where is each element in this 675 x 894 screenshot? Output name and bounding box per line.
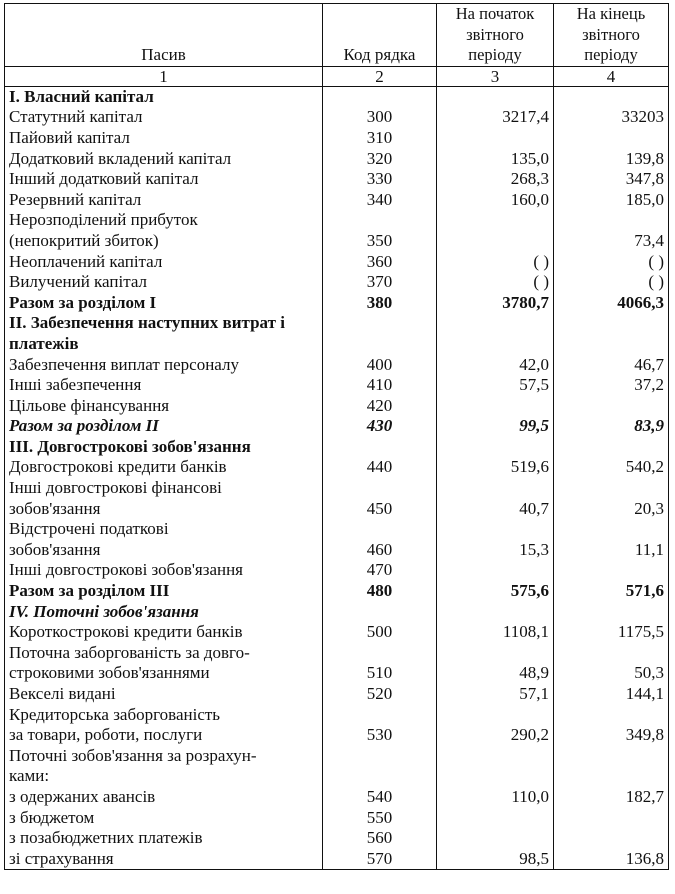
row-label: Векселі видані [5, 684, 323, 705]
row-value-start [437, 231, 554, 252]
row-value-start [437, 602, 554, 623]
column-number: 4 [554, 66, 669, 86]
row-label: (непокритий збиток) [5, 231, 323, 252]
row-code: 540 [323, 787, 437, 808]
row-value-start [437, 128, 554, 149]
row-code [323, 313, 437, 334]
row-label: платежів [5, 334, 323, 355]
row-value-start: 99,5 [437, 416, 554, 437]
row-value-end [554, 560, 669, 581]
row-code [323, 210, 437, 231]
row-value-start [437, 396, 554, 417]
row-code: 420 [323, 396, 437, 417]
row-value-end: 182,7 [554, 787, 669, 808]
row-code [323, 643, 437, 664]
row-value-start [437, 519, 554, 540]
row-value-end: 144,1 [554, 684, 669, 705]
row-value-start [437, 86, 554, 107]
row-code [323, 86, 437, 107]
row-label: Цільове фінансування [5, 396, 323, 417]
row-value-end [554, 86, 669, 107]
row-value-end: 73,4 [554, 231, 669, 252]
row-value-end: 571,6 [554, 581, 669, 602]
row-value-start [437, 210, 554, 231]
row-value-end: 1175,5 [554, 622, 669, 643]
row-label: Нерозподілений прибуток [5, 210, 323, 231]
row-value-start: 135,0 [437, 149, 554, 170]
row-value-end: 349,8 [554, 725, 669, 746]
row-value-start [437, 643, 554, 664]
row-value-end [554, 128, 669, 149]
row-label: ками: [5, 766, 323, 787]
row-label: з одержаних авансів [5, 787, 323, 808]
row-label: Неоплачений капітал [5, 252, 323, 273]
row-label: Додатковий вкладений капітал [5, 149, 323, 170]
row-code: 440 [323, 457, 437, 478]
row-code: 520 [323, 684, 437, 705]
row-label: Поточна заборгованість за довго- [5, 643, 323, 664]
header-row [5, 4, 669, 67]
row-code: 310 [323, 128, 437, 149]
row-value-end: 46,7 [554, 355, 669, 376]
row-label: Разом за розділом I [5, 293, 323, 314]
row-label: зобов'язання [5, 499, 323, 520]
row-value-end: ( ) [554, 272, 669, 293]
row-code: 460 [323, 540, 437, 561]
header-period-start [437, 4, 554, 67]
row-code [323, 478, 437, 499]
row-value-end [554, 313, 669, 334]
table-row [5, 375, 669, 396]
row-code [323, 602, 437, 623]
row-code: 320 [323, 149, 437, 170]
row-code: 560 [323, 828, 437, 849]
table-row [5, 766, 669, 787]
row-code: 450 [323, 499, 437, 520]
table-row [5, 169, 669, 190]
table-row [5, 519, 669, 540]
row-code: 380 [323, 293, 437, 314]
row-code: 370 [323, 272, 437, 293]
table-row [5, 478, 669, 499]
table-row [5, 808, 669, 829]
table-row [5, 293, 669, 314]
row-code: 480 [323, 581, 437, 602]
row-code: 530 [323, 725, 437, 746]
row-value-end [554, 396, 669, 417]
row-value-end: 139,8 [554, 149, 669, 170]
row-code: 400 [323, 355, 437, 376]
row-label: за товари, роботи, послуги [5, 725, 323, 746]
row-value-end [554, 210, 669, 231]
row-label: строковими зобов'язаннями [5, 663, 323, 684]
row-value-start: 1108,1 [437, 622, 554, 643]
row-value-end: 540,2 [554, 457, 669, 478]
row-code: 510 [323, 663, 437, 684]
header-period-end-line: звітного [582, 24, 640, 44]
row-label: Інші довгострокові зобов'язання [5, 560, 323, 581]
row-label: Статутний капітал [5, 107, 323, 128]
table-row [5, 705, 669, 726]
row-code: 300 [323, 107, 437, 128]
row-code: 330 [323, 169, 437, 190]
row-value-start: ( ) [437, 252, 554, 273]
row-code [323, 437, 437, 458]
row-value-end [554, 519, 669, 540]
row-code: 340 [323, 190, 437, 211]
row-label: Резервний капітал [5, 190, 323, 211]
row-value-start [437, 560, 554, 581]
table-row [5, 849, 669, 870]
row-value-end [554, 643, 669, 664]
table-row [5, 396, 669, 417]
header-period-start-line: звітного [466, 24, 524, 44]
row-value-start [437, 437, 554, 458]
table-row [5, 581, 669, 602]
table-body [5, 86, 669, 870]
table-row [5, 86, 669, 107]
table-row [5, 272, 669, 293]
row-label: Короткострокові кредити банків [5, 622, 323, 643]
row-label: Інший додатковий капітал [5, 169, 323, 190]
row-value-end [554, 746, 669, 767]
row-label: з позабюджетних платежів [5, 828, 323, 849]
header-pasyv: Пасив [5, 4, 323, 67]
row-label: Поточні зобов'язання за розрахун- [5, 746, 323, 767]
row-code [323, 766, 437, 787]
row-code [323, 519, 437, 540]
row-value-start: 290,2 [437, 725, 554, 746]
table-row [5, 313, 669, 334]
row-value-end [554, 705, 669, 726]
row-value-end: 37,2 [554, 375, 669, 396]
row-value-start [437, 808, 554, 829]
row-value-end: 347,8 [554, 169, 669, 190]
table-row [5, 190, 669, 211]
row-value-start: 3217,4 [437, 107, 554, 128]
row-value-start: 42,0 [437, 355, 554, 376]
table-row [5, 560, 669, 581]
row-code: 550 [323, 808, 437, 829]
column-number: 1 [5, 66, 323, 86]
row-value-end [554, 828, 669, 849]
row-value-start [437, 313, 554, 334]
row-value-end: ( ) [554, 252, 669, 273]
row-label: Інші довгострокові фінансові [5, 478, 323, 499]
row-value-start [437, 766, 554, 787]
row-value-start: 3780,7 [437, 293, 554, 314]
row-value-start [437, 334, 554, 355]
row-value-start: 98,5 [437, 849, 554, 870]
row-value-start: 519,6 [437, 457, 554, 478]
row-label: Разом за розділом II [5, 416, 323, 437]
table-row [5, 149, 669, 170]
table-row [5, 334, 669, 355]
row-label: II. Забезпечення наступних витрат і [5, 313, 323, 334]
row-value-end: 50,3 [554, 663, 669, 684]
row-label: I. Власний капітал [5, 86, 323, 107]
row-code [323, 334, 437, 355]
row-value-start: 15,3 [437, 540, 554, 561]
row-label: зобов'язання [5, 540, 323, 561]
row-value-start: 575,6 [437, 581, 554, 602]
header-period-end [554, 4, 669, 67]
row-value-end: 33203 [554, 107, 669, 128]
row-value-end: 136,8 [554, 849, 669, 870]
row-value-end [554, 334, 669, 355]
row-label: Пайовий капітал [5, 128, 323, 149]
balance-liabilities-table [4, 3, 669, 870]
row-label: Вилучений капітал [5, 272, 323, 293]
row-value-end: 11,1 [554, 540, 669, 561]
row-label: Разом за розділом III [5, 581, 323, 602]
table-row [5, 725, 669, 746]
row-label: III. Довгострокові зобов'язання [5, 437, 323, 458]
row-value-end: 4066,3 [554, 293, 669, 314]
row-value-start: 110,0 [437, 787, 554, 808]
row-code: 470 [323, 560, 437, 581]
row-value-start [437, 746, 554, 767]
table-header [5, 4, 669, 87]
row-code: 350 [323, 231, 437, 252]
row-label: Кредиторська заборгованість [5, 705, 323, 726]
table-row [5, 416, 669, 437]
row-value-start: 48,9 [437, 663, 554, 684]
row-label: Інші забезпечення [5, 375, 323, 396]
table-row [5, 746, 669, 767]
row-label: IV. Поточні зобов'язання [5, 602, 323, 623]
table-row [5, 107, 669, 128]
table-row [5, 128, 669, 149]
column-number-row [5, 66, 669, 86]
column-number: 3 [437, 66, 554, 86]
table-row [5, 252, 669, 273]
table-row [5, 828, 669, 849]
table-row [5, 540, 669, 561]
column-number: 2 [323, 66, 437, 86]
table-row [5, 643, 669, 664]
header-period-end-line: На кінець [576, 4, 646, 23]
table-row [5, 231, 669, 252]
header-period-start-line: періоду [468, 45, 522, 65]
row-code [323, 746, 437, 767]
row-code: 410 [323, 375, 437, 396]
row-code: 500 [323, 622, 437, 643]
row-value-end [554, 808, 669, 829]
row-value-end [554, 478, 669, 499]
row-label: зі страхування [5, 849, 323, 870]
row-value-end [554, 437, 669, 458]
row-value-end: 185,0 [554, 190, 669, 211]
row-value-start: 160,0 [437, 190, 554, 211]
table-row [5, 355, 669, 376]
header-code: Код рядка [323, 4, 437, 67]
table-row [5, 622, 669, 643]
row-code: 360 [323, 252, 437, 273]
row-code: 570 [323, 849, 437, 870]
row-value-end: 20,3 [554, 499, 669, 520]
row-label: з бюджетом [5, 808, 323, 829]
row-value-start [437, 705, 554, 726]
table-row [5, 602, 669, 623]
row-value-end [554, 766, 669, 787]
row-value-start [437, 828, 554, 849]
table-row [5, 457, 669, 478]
row-code [323, 705, 437, 726]
header-period-end-line: періоду [584, 45, 638, 65]
row-value-start: 57,1 [437, 684, 554, 705]
row-value-start: 57,5 [437, 375, 554, 396]
row-value-start: 40,7 [437, 499, 554, 520]
row-label: Забезпечення виплат персоналу [5, 355, 323, 376]
table-row [5, 499, 669, 520]
header-period-start-line: На початок [455, 4, 535, 23]
row-value-start [437, 478, 554, 499]
table-row [5, 210, 669, 231]
row-label: Відстрочені податкові [5, 519, 323, 540]
row-value-start: 268,3 [437, 169, 554, 190]
row-value-end [554, 602, 669, 623]
row-label: Довгострокові кредити банків [5, 457, 323, 478]
row-code: 430 [323, 416, 437, 437]
table-row [5, 787, 669, 808]
row-value-end: 83,9 [554, 416, 669, 437]
table-row [5, 684, 669, 705]
row-value-start: ( ) [437, 272, 554, 293]
table-row [5, 437, 669, 458]
table-row [5, 663, 669, 684]
